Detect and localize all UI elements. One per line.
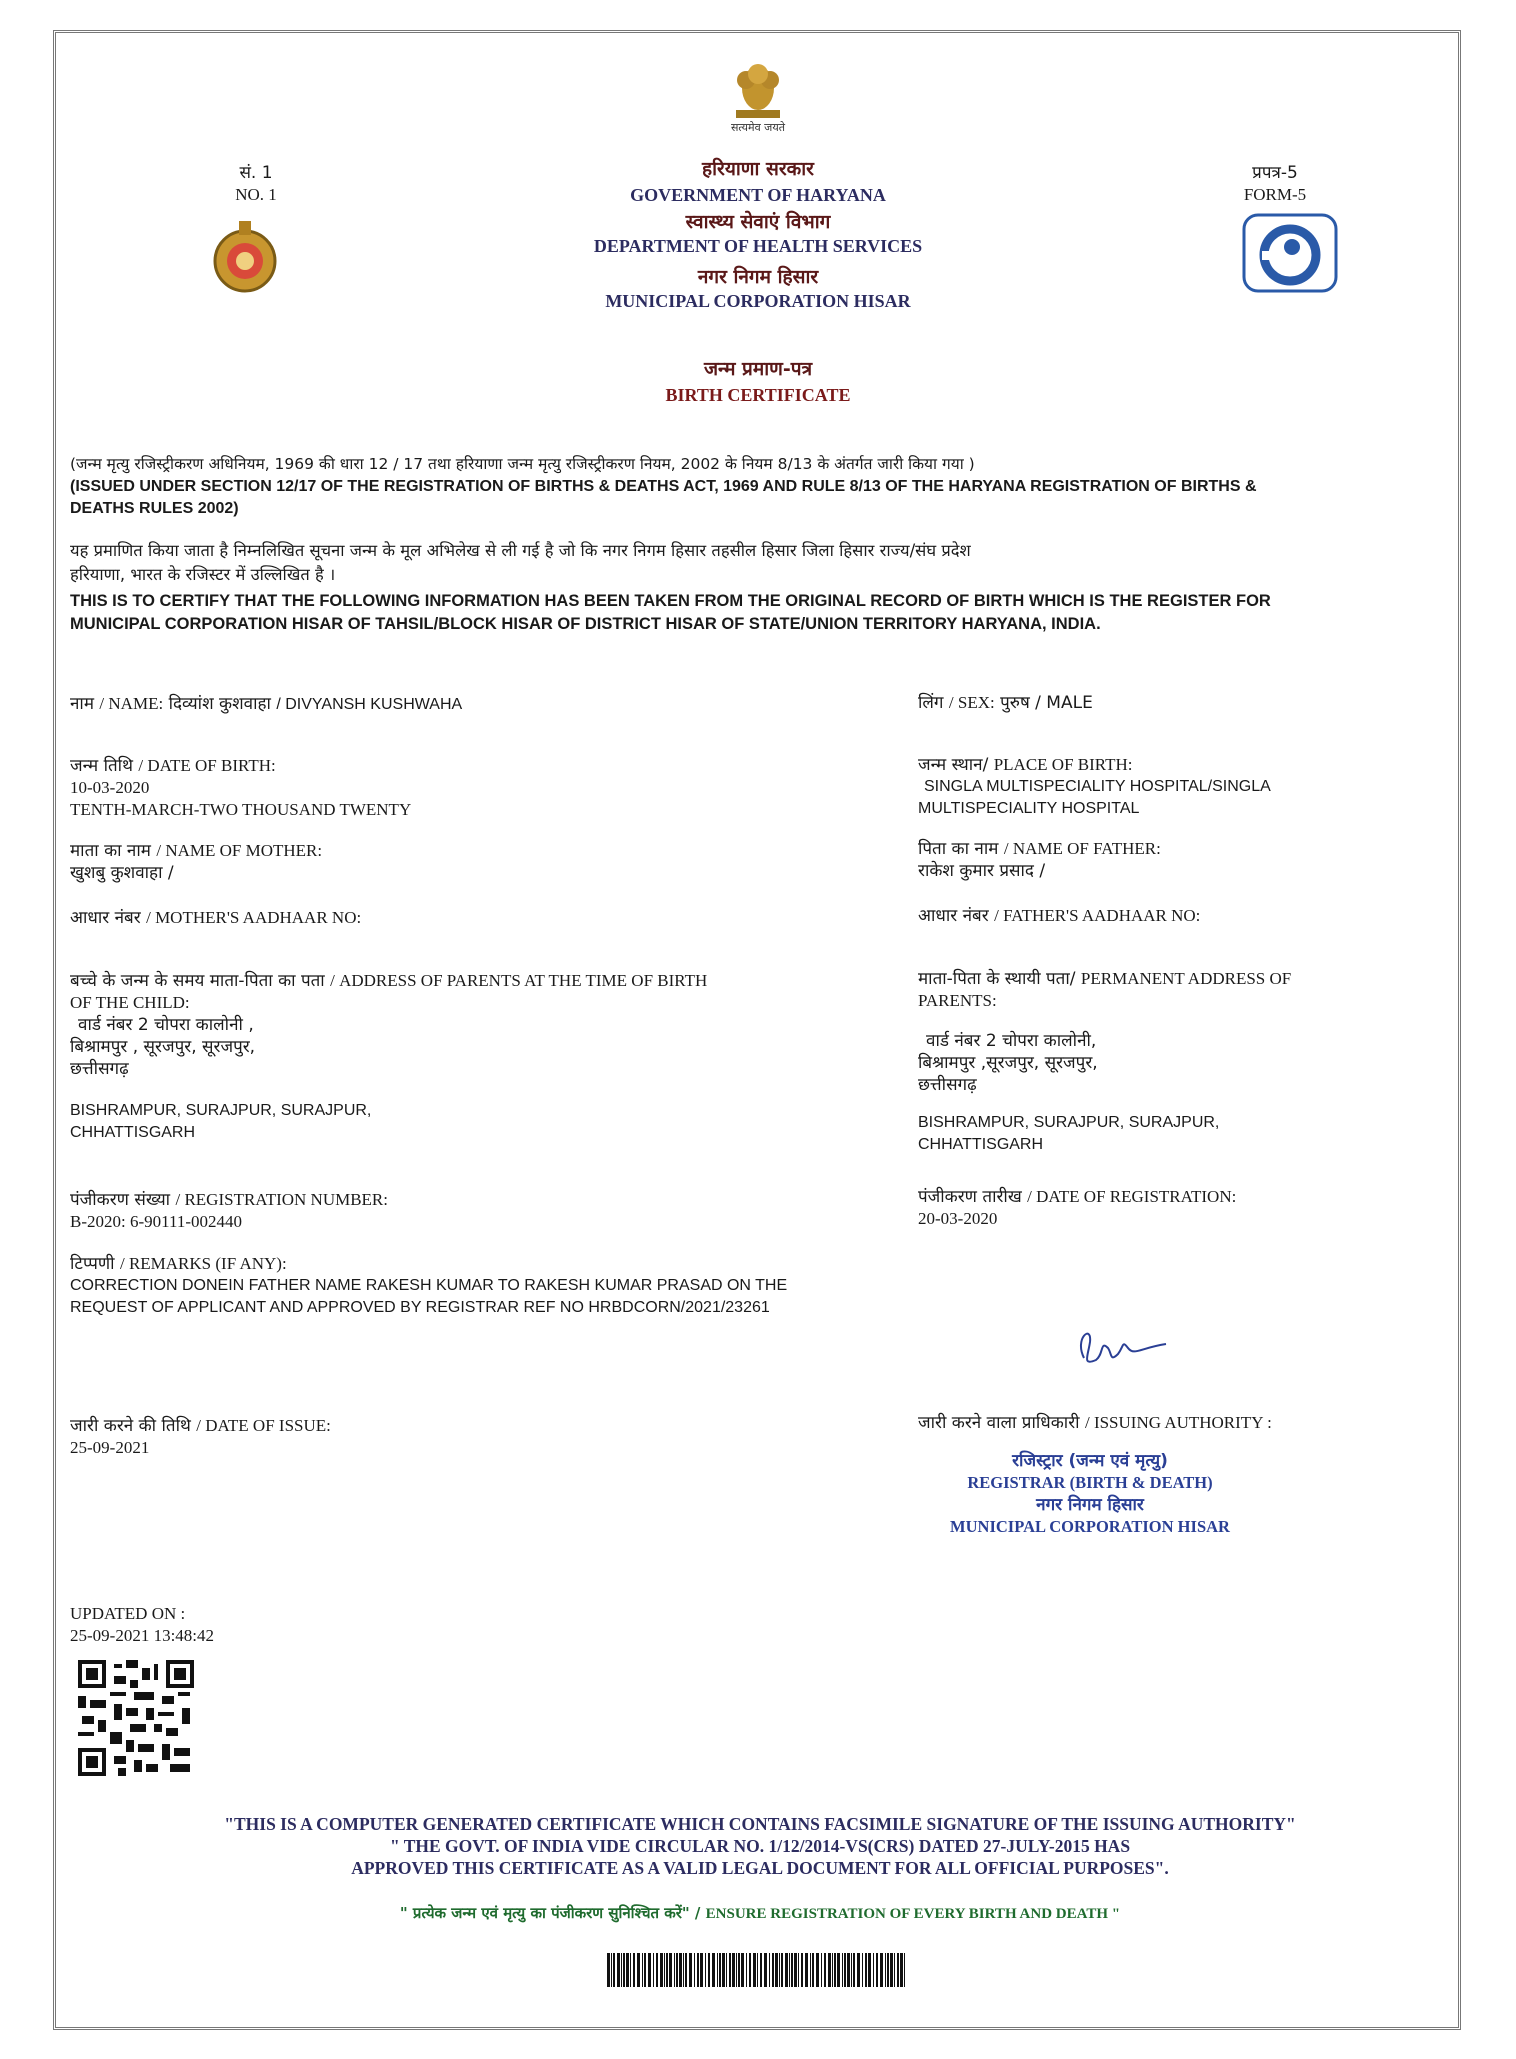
footer-line-1: "THIS IS A COMPUTER GENERATED CERTIFICATE WHICH CONTAINS FACSIMILE SIGNATURE OF THE ISSUING AUTHORITY" (224, 1814, 1296, 1834)
serial-number-hi: सं. 1 (239, 163, 273, 183)
authority-label-hi: जारी करने वाला प्राधिकारी (918, 1413, 1080, 1433)
registration-date-field (918, 1186, 1236, 1230)
government-title-en: GOVERNMENT OF HARYANA (630, 185, 886, 205)
address-birth-hi-1: वार्ड नंबर 2 चोपरा कालोनी , (78, 1015, 254, 1035)
form-number-hi: प्रपत्र-5 (1252, 163, 1298, 183)
address-birth-hi-2: बिश्रामपुर , सूरजपुर, सूरजपुर, (70, 1037, 256, 1057)
crs-logo-icon (1242, 213, 1338, 293)
mother-value: खुशबु कुशवाहा / (70, 863, 174, 883)
mother-aadhaar-label-en: / MOTHER'S AADHAAR NO: (146, 908, 362, 927)
address-birth-label-en-2: OF THE CHILD: (70, 993, 190, 1012)
qr-code-icon (78, 1660, 194, 1776)
issue-date-value: 25-09-2021 (70, 1438, 150, 1457)
government-title-hi: हरियाणा सरकार (702, 158, 814, 180)
address-perm-hi-1: वार्ड नंबर 2 चोपरा कालोनी, (926, 1031, 1097, 1051)
authority-label-en: / ISSUING AUTHORITY : (1084, 1413, 1272, 1432)
certificate-title-en: BIRTH CERTIFICATE (665, 385, 851, 405)
certificate-title-hi: जन्म प्रमाण-पत्र (703, 358, 813, 380)
sex-label-hi: लिंग (918, 693, 944, 713)
dob-words: TENTH-MARCH-TWO THOUSAND TWENTY (70, 800, 412, 819)
address-birth-en-1: BISHRAMPUR, SURAJPUR, SURAJPUR, (70, 1102, 372, 1119)
registrar-corp-en: MUNICIPAL CORPORATION HISAR (950, 1517, 1230, 1536)
address-perm-label-en-1: PERMANENT ADDRESS OF (1080, 969, 1292, 988)
national-emblem-icon (722, 58, 794, 128)
updated-label: UPDATED ON : (70, 1604, 186, 1623)
address-perm-en-2: CHHATTISGARH (918, 1136, 1044, 1153)
father-label-en: / NAME OF FATHER: (1003, 839, 1161, 858)
dob-value: 10-03-2020 (70, 778, 150, 797)
corporation-title-en: MUNICIPAL CORPORATION HISAR (605, 291, 911, 311)
father-aadhaar-label-en: / FATHER'S AADHAAR NO: (994, 906, 1201, 925)
reg-no-label-en: / REGISTRATION NUMBER: (175, 1190, 388, 1209)
father-value: राकेश कुमार प्रसाद / (918, 861, 1046, 881)
address-perm-label-en-2: PARENTS: (918, 991, 997, 1010)
father-label-hi: पिता का नाम (918, 839, 999, 859)
pob-label-hi: जन्म स्थान/ (918, 755, 989, 775)
footer-slogan (80, 1903, 1440, 1923)
reg-date-value: 20-03-2020 (918, 1209, 998, 1228)
sex-field (918, 692, 1093, 714)
corporation-title-hi: नगर निगम हिसार (697, 266, 819, 288)
father-aadhaar-label-hi: आधार नंबर (918, 906, 989, 926)
issued-under-hi: (जन्म मृत्यु रजिस्ट्रीकरण अधिनियम, 1969 की धारा 12 / 17 तथा हरियाणा जन्म मृत्यु रजिस्ट्रीकरण नियम, 2002 के नियम 8/13 के अंतर्गत जारी किया गया ) (70, 455, 975, 473)
reg-date-label-hi: पंजीकरण तारीख (918, 1187, 1022, 1207)
mother-label-en: / NAME OF MOTHER: (156, 841, 323, 860)
name-label-hi: नाम (70, 694, 95, 714)
certify-en-1: THIS IS TO CERTIFY THAT THE FOLLOWING INFORMATION HAS BEEN TAKEN FROM THE ORIGINAL RECORD OF BIRTH WHICH IS THE REGISTER FOR (70, 592, 1271, 610)
footer-notice (80, 1813, 1440, 1879)
address-at-birth-field (70, 970, 890, 1144)
updated-on-field (70, 1603, 214, 1647)
issue-date-field (70, 1415, 331, 1459)
dob-label-en: / DATE OF BIRTH: (138, 756, 276, 775)
registrar-stamp (900, 1450, 1280, 1538)
address-perm-en-1: BISHRAMPUR, SURAJPUR, SURAJPUR, (918, 1114, 1220, 1131)
address-perm-hi-2: बिश्रामपुर ,सूरजपुर, सूरजपुर, (918, 1053, 1098, 1073)
registration-number-field (70, 1189, 388, 1233)
department-title-hi: स्वास्थ्य सेवाएं विभाग (685, 211, 831, 233)
sex-value: पुरुष / MALE (1000, 693, 1093, 713)
name-value-en: / DIVYANSH KUSHWAHA (276, 696, 463, 713)
mother-aadhaar-label-hi: आधार नंबर (70, 908, 141, 928)
registrar-corp-hi: नगर निगम हिसार (1036, 1495, 1144, 1515)
issue-date-label-hi: जारी करने की तिथि (70, 1416, 191, 1436)
remarks-label-en: / REMARKS (IF ANY): (119, 1254, 287, 1273)
updated-value: 25-09-2021 13:48:42 (70, 1626, 215, 1645)
name-value-hi: दिव्यांश कुशवाहा (168, 694, 271, 714)
place-of-birth-field (918, 754, 1271, 820)
permanent-address-field (918, 968, 1438, 1156)
dob-label-hi: जन्म तिथि (70, 756, 133, 776)
reg-no-label-hi: पंजीकरण संख्या (70, 1190, 171, 1210)
date-of-birth-field (70, 755, 411, 821)
address-birth-label-hi: बच्चे के जन्म के समय माता-पिता का पता (70, 971, 325, 991)
slogan-en: ENSURE REGISTRATION OF EVERY BIRTH AND DEATH " (705, 1906, 1121, 1922)
remarks-label-hi: टिप्पणी (70, 1254, 115, 1274)
pob-value-1: SINGLA MULTISPECIALITY HOSPITAL/SINGLA (924, 778, 1271, 795)
registrar-title-hi: रजिस्ट्रार (जन्म एवं मृत्यु) (1012, 1451, 1168, 1471)
remarks-value-1: CORRECTION DONEIN FATHER NAME RAKESH KUMAR TO RAKESH KUMAR PRASAD ON THE (70, 1277, 788, 1294)
address-birth-en-2: CHHATTISGARH (70, 1124, 196, 1141)
reg-no-value: B-2020: 6-90111-002440 (70, 1212, 243, 1231)
pob-value-2: MULTISPECIALITY HOSPITAL (918, 800, 1140, 817)
mother-label-hi: माता का नाम (70, 841, 151, 861)
registrar-title-en: REGISTRAR (BIRTH & DEATH) (967, 1473, 1213, 1492)
emblem-motto: सत्यमेव जयते (730, 121, 785, 134)
issued-under-en-2: DEATHS RULES 2002) (70, 500, 239, 517)
registrar-signature-icon (1070, 1318, 1180, 1378)
certify-hi-2: हरियाणा, भारत के रजिस्टर में उल्लिखित है । (70, 565, 336, 584)
address-perm-hi-3: छत्तीसगढ़ (918, 1075, 977, 1095)
certify-en-2: MUNICIPAL CORPORATION HISAR OF TAHSIL/BLOCK HISAR OF DISTRICT HISAR OF STATE/UNION TERRITORY HARYANA, INDIA. (70, 615, 1101, 633)
barcode-icon (607, 1953, 907, 1987)
serial-number-en: NO. 1 (235, 185, 277, 204)
footer-line-2: " THE GOVT. OF INDIA VIDE CIRCULAR NO. 1/12/2014-VS(CRS) DATED 27-JULY-2015 HAS (389, 1836, 1131, 1856)
mother-aadhaar-field (70, 907, 361, 929)
address-birth-label-en-1: / ADDRESS OF PARENTS AT THE TIME OF BIRTH (330, 971, 708, 990)
father-aadhaar-field (918, 905, 1200, 927)
issuing-authority-field (918, 1412, 1272, 1434)
pob-label-en: PLACE OF BIRTH: (993, 755, 1133, 774)
certify-hi-1: यह प्रमाणित किया जाता है निम्नलिखित सूचना जन्म के मूल अभिलेख से ली गई है जो कि नगर निगम हिसार तहसील हिसार जिला हिसार राज्य/संघ प्रदेश (70, 541, 971, 560)
reg-date-label-en: / DATE OF REGISTRATION: (1027, 1187, 1237, 1206)
remarks-value-2: REQUEST OF APPLICANT AND APPROVED BY REGISTRAR REF NO HRBDCORN/2021/23261 (70, 1299, 770, 1316)
issue-date-label-en: / DATE OF ISSUE: (196, 1416, 331, 1435)
footer-line-3: APPROVED THIS CERTIFICATE AS A VALID LEGAL DOCUMENT FOR ALL OFFICIAL PURPOSES". (351, 1858, 1169, 1878)
father-name-field (918, 838, 1161, 882)
sex-label-en: / SEX: (948, 693, 995, 712)
issued-under-en-1: (ISSUED UNDER SECTION 12/17 OF THE REGISTRATION OF BIRTHS & DEATHS ACT, 1969 AND RULE 8/13 OF THE HARYANA REGISTRATION OF BIRTHS & (70, 478, 1257, 495)
name-label-en: / NAME: (99, 694, 164, 713)
name-field (70, 693, 462, 716)
remarks-field (70, 1253, 787, 1319)
mother-name-field (70, 840, 322, 884)
department-title-en: DEPARTMENT OF HEALTH SERVICES (593, 236, 923, 256)
address-perm-label-hi: माता-पिता के स्थायी पता/ (918, 969, 1076, 989)
address-birth-hi-3: छत्तीसगढ़ (70, 1059, 129, 1079)
slogan-hi: " प्रत्येक जन्म एवं मृत्यु का पंजीकरण सुनिश्चित करें" / (399, 1904, 701, 1922)
form-number-en: FORM-5 (1243, 185, 1307, 204)
haryana-seal-icon (205, 215, 285, 295)
